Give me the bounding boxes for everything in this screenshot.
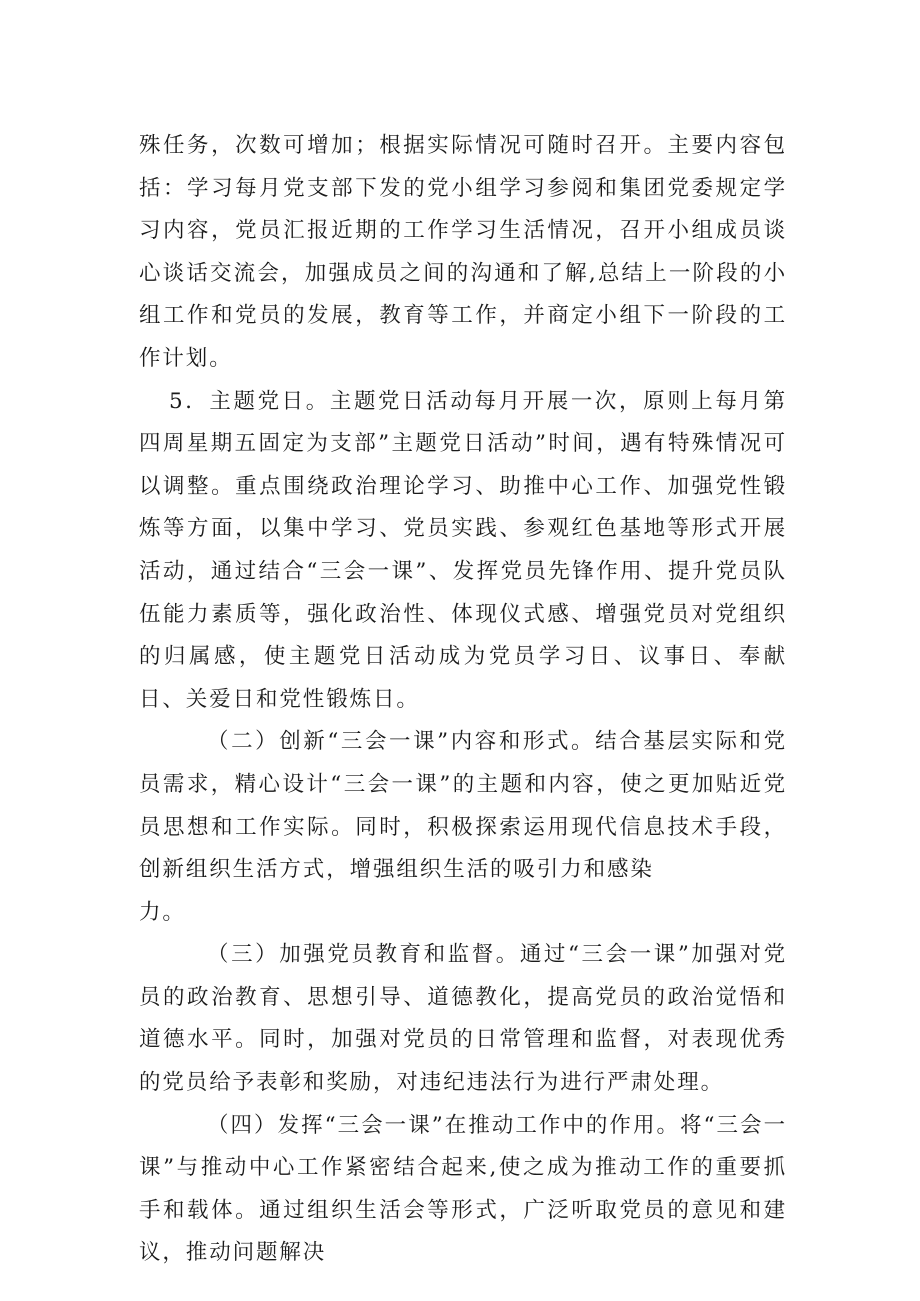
paragraph-promote-work: （四）发挥“三会一课”在推动工作中的作用。将“三会一课”与推动中心工作紧密结合起来,使之成为推动工作的重要抓手和载体。通过组织生活会等形式，广泛听取党员的意见和建议，推动问题解决: [139, 1112, 787, 1266]
document-body: [139, 125, 787, 1275]
paragraph-continuation: 殊任务，次数可增加；根据实际情况可随时召开。主要内容包括：学习每月党支部下发的党小组学习参阅和集团党委规定学习内容，党员汇报近期的工作学习生活情况，召开小组成员谈心谈话交流会，加强成员之间的沟通和了解,总结上一阶段的小组工作和党员的发展，教育等工作，并商定小组下一阶段的工作计划。: [139, 133, 787, 371]
paragraph-theme-party-day: 5．主题党日。主题党日活动每月开展一次，原则上每月第四周星期五固定为支部”主题党日活动”时间，遇有特殊情况可以调整。重点围绕政治理论学习、助推中心工作、加强党性锻炼等方面，以集中学习、党员实践、参观红色基地等形式开展活动，通过结合“三会一课”、发挥党员先锋作用、提升党员队伍能力素质等，强化政治性、体现仪式感、增强党员对党组织的归属感，使主题党日活动成为党员学习日、议事日、奉献日、关爱日和党性锻炼日。: [139, 388, 787, 712]
paragraph-innovate-content-tail: 力。: [139, 899, 186, 925]
paragraph-education-supervision: （三）加强党员教育和监督。通过“三会一课”加强对党员的政治教育、思想引导、道德教化，提高党员的政治觉悟和道德水平。同时，加强对党员的日常管理和监督，对表现优秀的党员给予表彰和奖励，对违纪违法行为进行严肃处理。: [139, 942, 787, 1096]
paragraph-innovate-content-text: （二）创新“三会一课”内容和形式。结合基层实际和党员需求，精心设计“三会一课”的主题和内容，使之更加贴近党员思想和工作实际。同时，积极探索运用现代信息技术手段，创新组织生活方式，增强组织生活的吸引力和感染: [139, 729, 787, 883]
paragraph-innovate-content: [139, 721, 787, 934]
